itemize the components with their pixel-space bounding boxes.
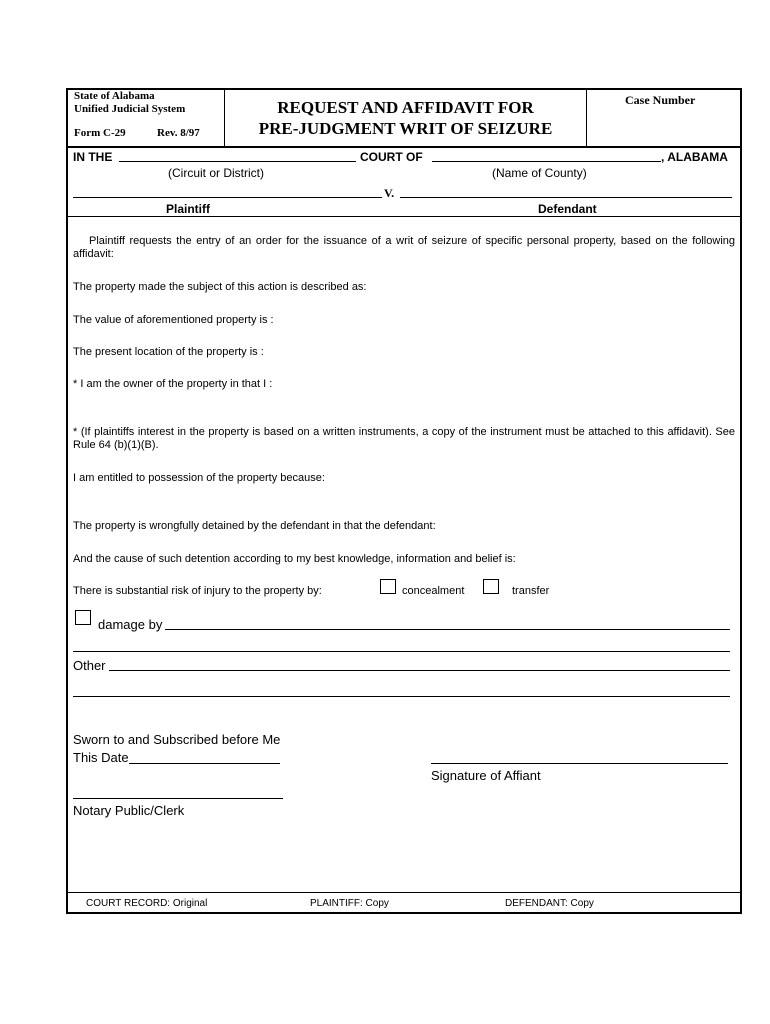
damage-by-label: damage by — [98, 617, 163, 632]
system-label: Unified Judicial System — [74, 103, 186, 115]
revision: Rev. 8/97 — [157, 127, 200, 139]
sworn-label: Sworn to and Subscribed before Me — [73, 732, 281, 747]
form-title-line2: PRE-JUDGMENT WRIT OF SEIZURE — [258, 119, 553, 138]
location-label: The present location of the property is : — [73, 346, 264, 358]
court-record-copy: COURT RECORD: Original — [86, 898, 208, 909]
detained-label: The property is wrongfully detained by the defendant in that the defendant: — [73, 520, 436, 532]
this-date-label: This Date — [73, 750, 129, 765]
county-field[interactable] — [432, 161, 661, 162]
versus-label: V. — [384, 186, 395, 200]
property-described-label: The property made the subject of this action is described as: — [73, 281, 367, 293]
other-label: Other — [73, 658, 106, 673]
case-number-label: Case Number — [625, 93, 696, 107]
footer-rule — [67, 892, 741, 893]
transfer-checkbox[interactable] — [483, 579, 499, 594]
court-of-label: COURT OF — [360, 150, 423, 164]
value-label: The value of aforementioned property is : — [73, 314, 274, 326]
entitled-label: I am entitled to possession of the property because: — [73, 472, 325, 484]
risk-label: There is substantial risk of injury to the property by: — [73, 585, 322, 597]
concealment-checkbox[interactable] — [380, 579, 396, 594]
date-field[interactable] — [129, 763, 280, 764]
name-of-county-label: (Name of County) — [492, 166, 587, 180]
owner-label: * I am the owner of the property in that I : — [73, 378, 273, 390]
form-number: Form C-29 — [74, 127, 126, 139]
state-label: State of Alabama — [74, 90, 155, 102]
other-field[interactable] — [109, 670, 730, 671]
circuit-or-district-label: (Circuit or District) — [168, 166, 264, 180]
concealment-label: concealment — [402, 585, 465, 597]
notary-signature-field[interactable] — [73, 798, 283, 799]
form-title-line1: REQUEST AND AFFIDAVIT FOR — [277, 98, 534, 117]
intro-paragraph: Plaintiff requests the entry of an order for the issuance of a writ of seizure of specific personal property, based on the following affidavit: — [73, 235, 735, 260]
plaintiff-label: Plaintiff — [166, 202, 210, 216]
defendant-name-field[interactable] — [400, 197, 732, 198]
in-the-label: IN THE — [73, 150, 113, 164]
alabama-label: , ALABAMA — [661, 150, 728, 164]
damage-by-field[interactable] — [165, 629, 730, 630]
transfer-label: transfer — [512, 585, 550, 597]
damage-checkbox[interactable] — [75, 610, 91, 625]
defendant-label: Defendant — [538, 202, 597, 216]
plaintiff-copy: PLAINTIFF: Copy — [310, 898, 389, 909]
notary-label: Notary Public/Clerk — [73, 803, 185, 818]
affiant-label: Signature of Affiant — [431, 768, 541, 783]
affiant-signature-field[interactable] — [431, 763, 728, 764]
caption-bottom-rule — [67, 216, 741, 217]
damage-by-field-line2[interactable] — [73, 651, 730, 652]
header-divider-right — [586, 89, 587, 147]
instrument-note: * (If plaintiffs interest in the property is based on a written instruments, a copy of the instrument must be attached to this affidavit). See Rule 64 (b)(1)(B). — [73, 426, 735, 451]
defendant-copy: DEFENDANT: Copy — [505, 898, 594, 909]
other-field-line2[interactable] — [73, 696, 730, 697]
plaintiff-name-field[interactable] — [73, 197, 382, 198]
court-type-field[interactable] — [119, 161, 356, 162]
cause-label: And the cause of such detention according to my best knowledge, information and belief is: — [73, 553, 516, 565]
header-bottom-rule — [67, 146, 741, 148]
